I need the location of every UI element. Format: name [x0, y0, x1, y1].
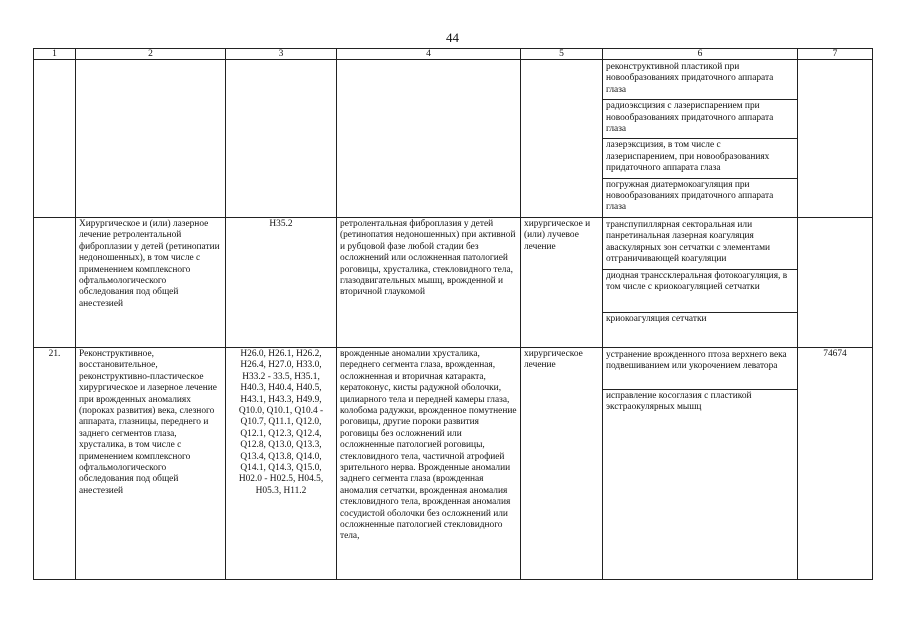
- cell-num: 21.: [34, 347, 76, 579]
- method-item: радиоэксцизия с лазериспарением при новообразованиях придаточного аппарата глаза: [603, 99, 797, 137]
- method-item: исправление косоглазия с пластикой экстраокулярных мышц: [603, 389, 797, 416]
- method-item: лазерэксцизия, в том числе с лазериспарением, при новообразованиях придаточного аппарата глаза: [603, 138, 797, 176]
- cell-cost: 74674: [798, 347, 873, 579]
- table-row: [34, 60, 873, 218]
- header-col-7: 7: [798, 49, 873, 60]
- method-item: погружная диатермокоагуляция при новообразованиях придаточного аппарата глаза: [603, 178, 797, 216]
- cell-codes: H26.0, H26.1, H26.2, H26.4, H27.0, H33.0, H33.2 - 33.5, H35.1, H40.3, H40.4, H40.5, H43.1, H43.3, H49.9, Q10.0, Q10.1, Q10.4 - Q10.7, Q11.1, Q12.0, Q12.1, Q12.3, Q12.4, Q12.8, Q13.0, Q13.3, Q13.4, Q13.8, Q14.0, Q14.1, Q14.3, Q15.0, H02.0 - H02.5, H04.5, H05.3, H11.2: [226, 347, 337, 579]
- cell-type: [521, 60, 603, 218]
- cell-name: Реконструктивное, восстановительное, реконструктивно-пластическое хирургическое и лазерное лечение при врожденных аномалиях (пороках развития) века, слезного аппарата, глазницы, переднего и заднего сегментов глаза, хрусталика, в том числе с применением комплексного офтальмологического обследования под общей анестезией: [76, 347, 226, 579]
- header-col-5: 5: [521, 49, 603, 60]
- page-number: 44: [446, 30, 459, 45]
- cell-type: хирургическое и (или) лучевое лечение: [521, 217, 603, 347]
- cell-model: врожденные аномалии хрусталика, переднего сегмента глаза, врожденная, осложненная и вторичная катаракта, кератоконус, кисты радужной оболочки, цилиарного тела и передней камеры глаза, колобома радужки, врожденное помутнение роговицы, другие пороки развития роговицы без осложнений или осложненные патологией роговицы, стекловидного тела, частичной атрофией зрительного нерва. Врожденные аномалии заднего сегмента глаза (врожденная аномалия сетчатки, врожденная аномалия стекловидного тела, врожденная аномалия сосудистой оболочки без осложнений или осложненные патологией стекловидного тела,: [337, 347, 521, 579]
- cell-name: Хирургическое и (или) лазерное лечение ретролентальной фиброплазии у детей (ретинопатии недоношенных), в том числе с применением комплексного офтальмологического обследования под общей анестезией: [76, 217, 226, 347]
- header-row: [34, 49, 873, 60]
- header-col-6: 6: [603, 49, 798, 60]
- method-item: устранение врожденного птоза верхнего века подвешиванием или укорочением леватора: [606, 349, 787, 372]
- header-col-3: 3: [226, 49, 337, 60]
- cell-cost: [798, 60, 873, 218]
- cell-model: [337, 60, 521, 218]
- cell-codes: H35.2: [226, 217, 337, 347]
- cell-num: [34, 60, 76, 218]
- method-item: диодная транссклеральная фотокоагуляция, в том числе с криокоагуляцией сетчатки: [603, 269, 797, 311]
- table-row: [34, 217, 873, 347]
- method-item: криокоагуляция сетчатки: [603, 312, 797, 327]
- header-col-2: 2: [76, 49, 226, 60]
- method-item: транспупиллярная секторальная или панретинальная лазерная коагуляция аваскулярных зон сетчатки с элементами отграничивающей коагуляции: [606, 219, 771, 265]
- cell-num: [34, 217, 76, 347]
- method-item: реконструктивной пластикой при новообразованиях придаточного аппарата глаза: [606, 62, 774, 95]
- cell-name: [76, 60, 226, 218]
- cell-model: ретролентальная фиброплазия у детей (ретинопатия недоношенных) при активной и рубцовой фазе любой стадии без осложнений или осложненная патологией роговицы, хрусталика, стекловидного тела, глазодвигательных мышц, врожденной и вторичной глаукомой: [337, 217, 521, 347]
- cell-methods: [603, 60, 798, 218]
- cell-methods: [603, 347, 798, 579]
- header-col-1: 1: [34, 49, 76, 60]
- cell-cost: [798, 217, 873, 347]
- cell-methods: [603, 217, 798, 347]
- table-row: [34, 347, 873, 579]
- cell-type: хирургическое лечение: [521, 347, 603, 579]
- header-col-4: 4: [337, 49, 521, 60]
- medical-care-table: [33, 48, 873, 580]
- cell-codes: [226, 60, 337, 218]
